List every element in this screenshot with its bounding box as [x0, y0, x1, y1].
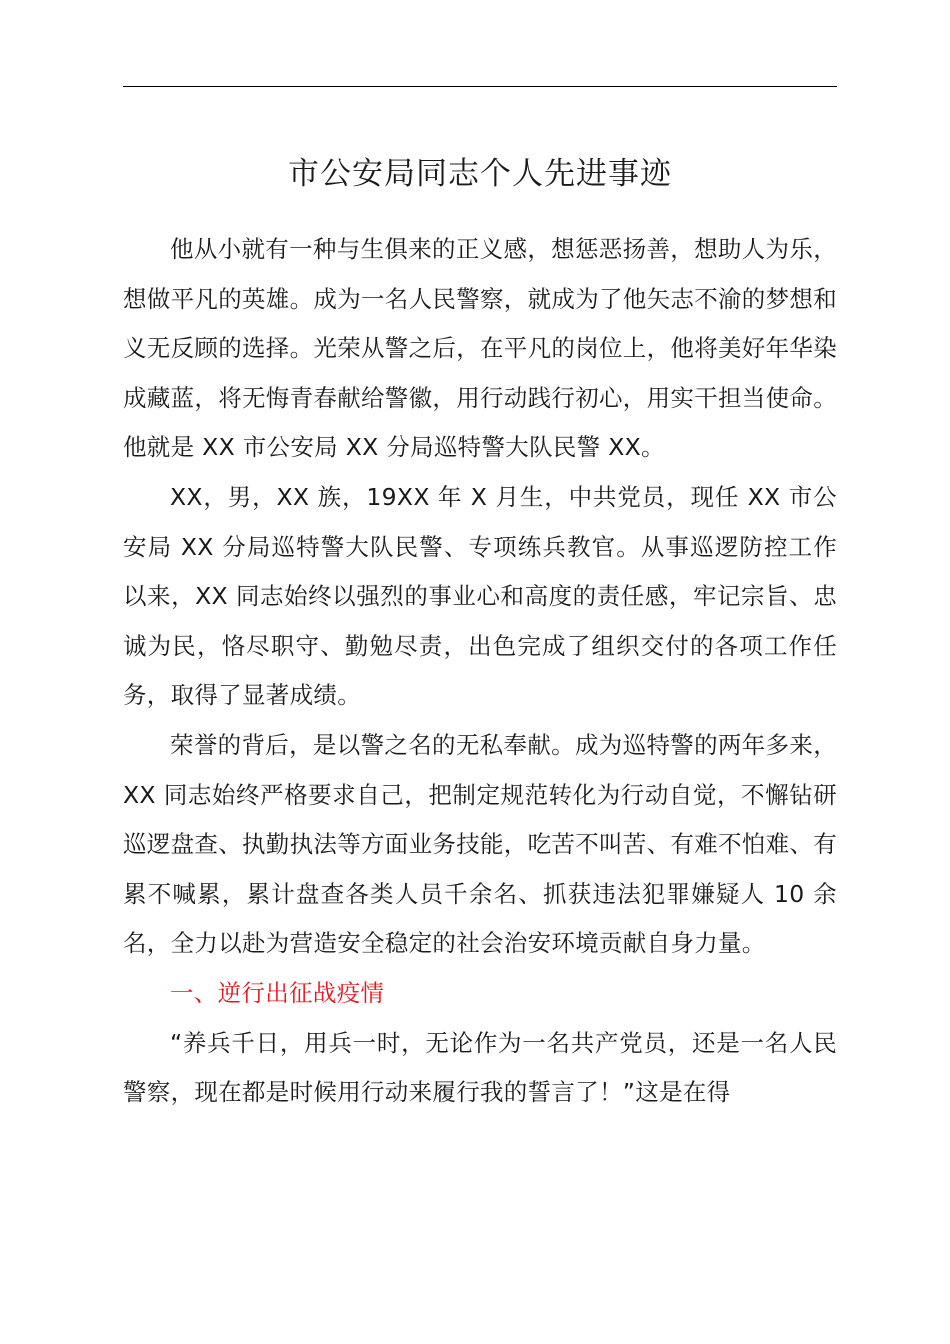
header-rule — [123, 86, 837, 87]
paragraph-section-start: “养兵千日，用兵一时，无论作为一名共产党员，还是一名人民警察，现在都是时候用行动来履行我的誓言了！”这是在得 — [123, 1028, 837, 1107]
paragraph-honor: 荣誉的背后，是以警之名的无私奉献。成为巡特警的两年多来，XX 同志始终严格要求自己，把制定规范转化为行动自觉，不懈钻研巡逻盘查、执勤执法等方面业务技能，吃苦不叫苦、有难不怕难、有累不喊累，累计盘查各类人员千余名、抓获违法犯罪嫌疑人 10 余名，全力以赴为营造安全稳定的社会治安环境贡献自身力量。 — [123, 730, 837, 958]
section-heading: 一、逆行出征战疫情 — [170, 978, 385, 1007]
document-body — [123, 225, 837, 1118]
paragraph-intro: 他从小就有一种与生俱来的正义感，想惩恶扬善，想助人为乐，想做平凡的英雄。成为一名人民警察，就成为了他矢志不渝的梦想和义无反顾的选择。光荣从警之后，在平凡的岗位上，他将美好年华染成藏蓝，将无悔青春献给警徽，用行动践行初心，用实干担当使命。他就是 XX 市公安局 XX 分局巡特警大队民警 XX。 — [123, 235, 837, 462]
document-title: 市公安局同志个人先进事迹 — [288, 156, 672, 192]
paragraph-profile: XX，男，XX 族，19XX 年 X 月生，中共党员，现任 XX 市公安局 XX 分局巡特警大队民警、专项练兵教官。从事巡逻防控工作以来，XX 同志始终以强烈的事业心和高度的责任感，牢记宗旨、忠诚为民，恪尽职守、勤勉尽责，出色完成了组织交付的各项工作任务，取得了显著成绩。 — [123, 482, 837, 710]
